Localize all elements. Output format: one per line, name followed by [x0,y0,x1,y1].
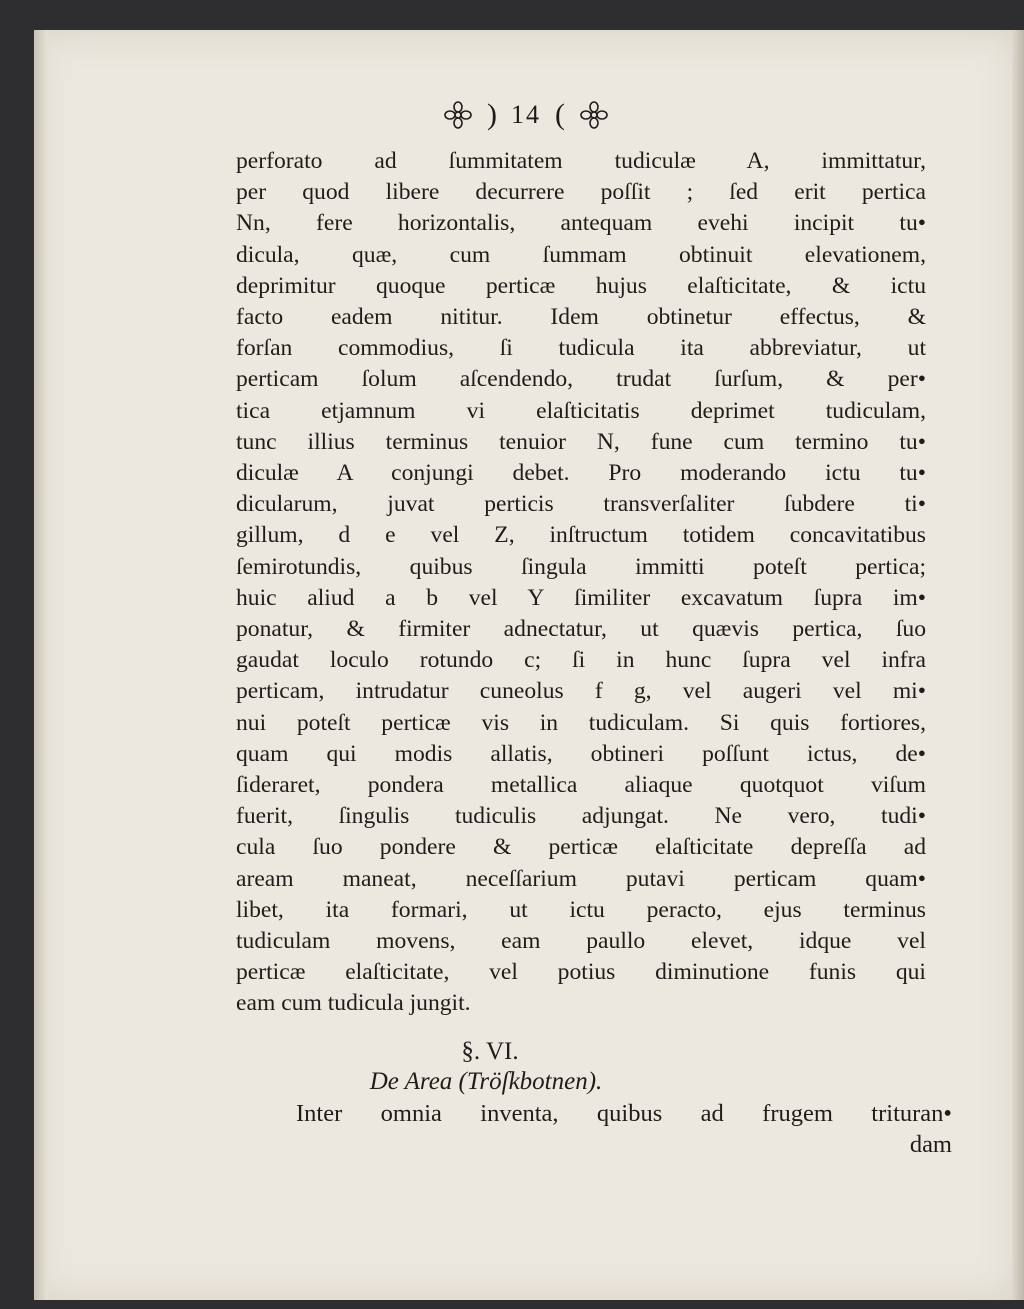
page-edge [1012,30,1024,1300]
text-line: per quod libere decurrere poſſit ; ſed erit pertica [236,179,926,206]
text-line: perforato ad ſummitatem tudiculæ A, immittatur, [236,148,926,174]
text-line: aream maneat, neceſſarium putavi perticam quam• [236,865,926,892]
text-line: tica etjamnum vi elaſticitatis deprimet tudiculam, [236,397,926,424]
text-line: dicularum, juvat perticis transverſaliter ſubdere ti• [236,491,926,518]
text-line: huic aliud a b vel Y ſimiliter excavatum ſupra im• [236,584,926,611]
flower-ornament-icon [579,100,609,130]
page-gutter [34,30,48,1300]
book-page [34,30,1018,1300]
text-line: perticæ elaſticitate, vel potius diminutione funis qui [236,959,926,986]
text-line: fuerit, ſingulis tudiculis adjungat. Ne vero, tudi• [236,803,926,830]
page-number: 14 [511,100,541,129]
text-line: gaudat loculo rotundo c; ſi in hunc ſupra vel infra [236,647,926,674]
text-line: libet, ita formari, ut ictu peracto, ejus terminus [236,896,926,923]
text-line: cula ſuo pondere & perticæ elaſticitate depreſſa ad [236,834,926,861]
text-line: dicula, quæ, cum ſummam obtinuit elevationem, [236,241,926,268]
text-line: diculæ A conjungi debet. Pro moderando ictu tu• [236,460,926,487]
text-line: quam qui modis allatis, obtineri poſſunt ictus, de• [236,740,926,767]
section-paragraph [296,1098,952,1160]
running-header [34,98,1018,132]
flower-ornament-icon [443,100,473,130]
text-line: forſan commodius, ſi tudicula ita abbreviatur, ut [236,335,926,362]
text-line: ſemirotundis, quibus ſingula immitti poteſt pertica; [236,553,926,580]
main-paragraph [236,146,926,1020]
text-line: tudiculam movens, eam paullo elevet, idque vel [236,928,926,955]
text-line: ponatur, & firmiter adnectatur, ut quævis pertica, ſuo [236,616,926,643]
text-line: perticam ſolum aſcendendo, trudat ſurſum, & per• [236,366,926,393]
section-title: De Area (Tröſkbotnen). [369,1068,603,1095]
text-line: perticam, intrudatur cuneolus f g, vel augeri vel mi• [236,678,926,705]
section-number: §. VI. [461,1038,519,1065]
text-line: Inter omnia inventa, quibus ad frugem trituran• [296,1100,952,1127]
text-line: tunc illius terminus tenuior N, fune cum termino tu• [236,428,926,455]
text-line: facto eadem nititur. Idem obtinetur effectus, & [236,304,926,331]
text-line: gillum, d e vel Z, inſtructum totidem concavitatibus [236,522,926,549]
text-line: eam cum tudicula jungit. [236,990,471,1017]
text-line: ſideraret, pondera metallica aliaque quotquot viſum [236,772,926,799]
header-paren-left: ) [487,98,497,131]
text-line: deprimitur quoque perticæ hujus elaſticitate, & ictu [236,272,926,299]
text-line: nui poteſt perticæ vis in tudiculam. Si quis fortiores, [236,709,926,736]
text-line: Nn, fere horizontalis, antequam evehi incipit tu• [236,210,926,237]
text-line: dam [909,1131,952,1158]
header-paren-right: ( [555,98,565,131]
